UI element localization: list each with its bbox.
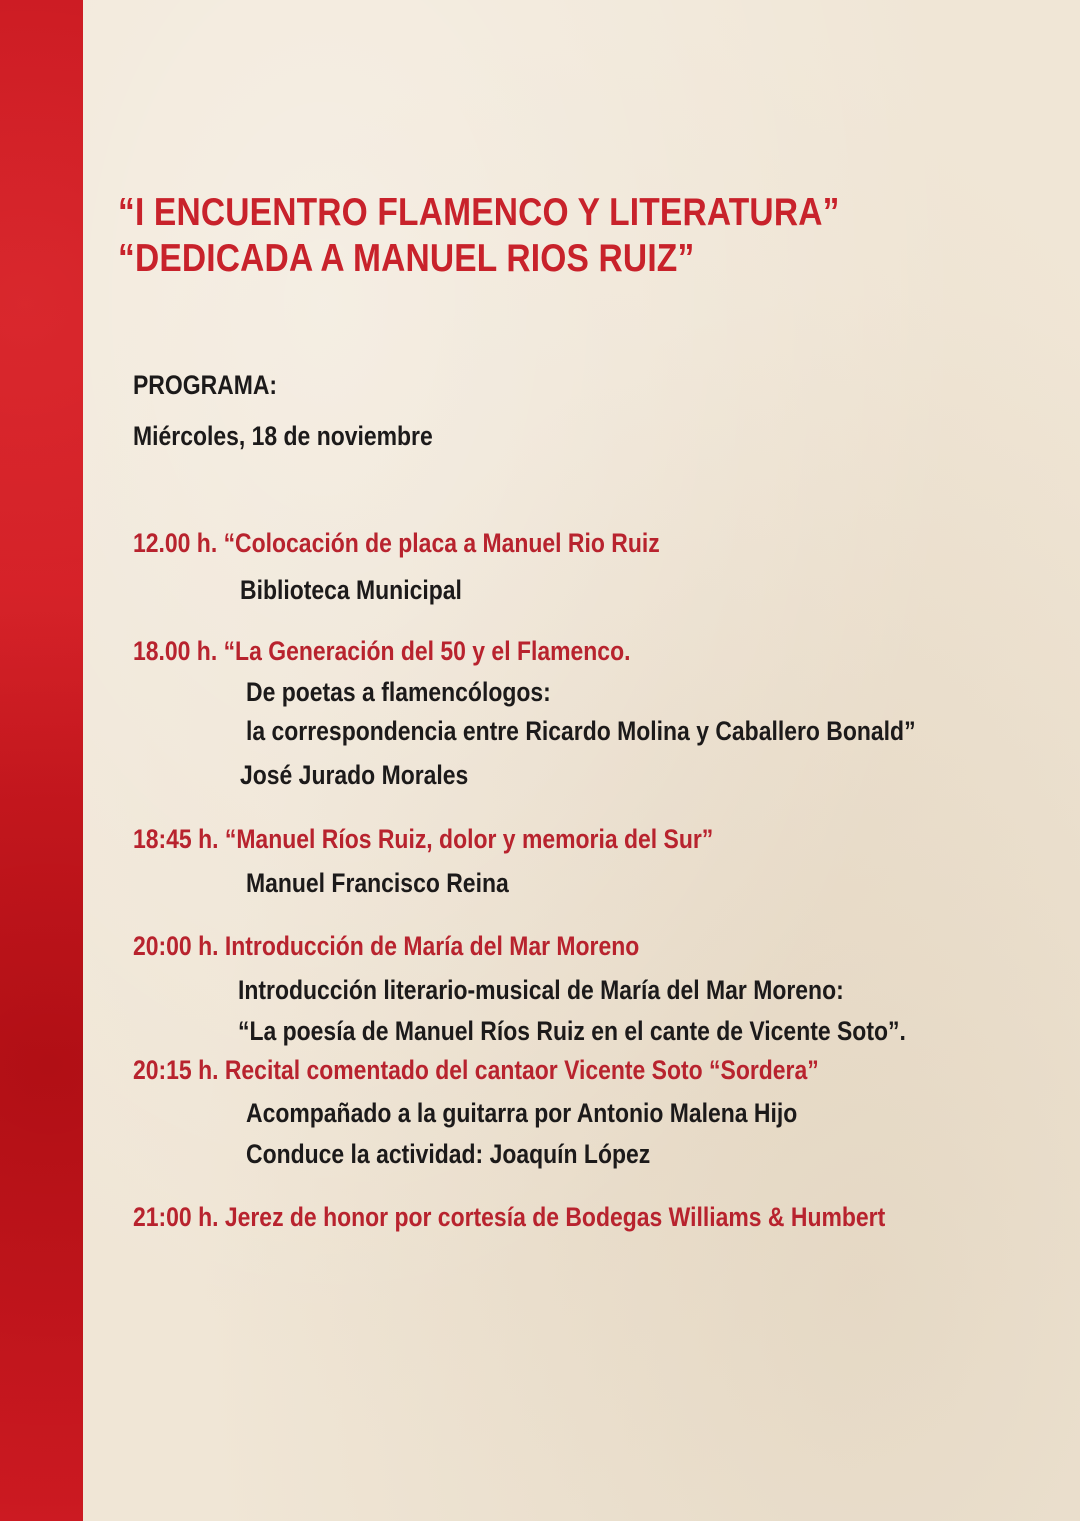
event-2-speaker: José Jurado Morales <box>240 760 469 790</box>
event-5-line-2: Conduce la actividad: Joaquín López <box>246 1139 651 1169</box>
title-line-2: “DEDICADA A MANUEL RIOS RUIZ” <box>118 237 695 280</box>
red-side-band <box>0 0 83 1521</box>
event-2-title: 18.00 h. “La Generación del 50 y el Flamenco. <box>133 636 631 666</box>
event-5-line-1: Acompañado a la guitarra por Antonio Malena Hijo <box>246 1098 798 1128</box>
program-label: PROGRAMA: <box>133 370 278 400</box>
title-line-1: “I ENCUENTRO FLAMENCO Y LITERATURA” <box>118 191 840 234</box>
event-6-title: 21:00 h. Jerez de honor por cortesía de Bodegas Williams & Humbert <box>133 1202 886 1232</box>
event-3-title: 18:45 h. “Manuel Ríos Ruiz, dolor y memoria del Sur” <box>133 824 714 854</box>
event-2-line-2: la correspondencia entre Ricardo Molina y Caballero Bonald” <box>246 716 916 746</box>
event-4-title: 20:00 h. Introducción de María del Mar Moreno <box>133 931 640 961</box>
event-3-speaker: Manuel Francisco Reina <box>246 868 509 898</box>
program-date: Miércoles, 18 de noviembre <box>133 421 433 451</box>
event-5-title: 20:15 h. Recital comentado del cantaor Vicente Soto “Sordera” <box>133 1055 819 1085</box>
event-1-line-1: Biblioteca Municipal <box>240 575 462 605</box>
event-1-title: 12.00 h. “Colocación de placa a Manuel Rio Ruiz <box>133 528 660 558</box>
event-2-line-1: De poetas a flamencólogos: <box>246 677 551 707</box>
event-4-line-2: “La poesía de Manuel Ríos Ruiz en el cante de Vicente Soto”. <box>238 1016 906 1046</box>
event-4-line-1: Introducción literario-musical de María del Mar Moreno: <box>238 975 844 1005</box>
